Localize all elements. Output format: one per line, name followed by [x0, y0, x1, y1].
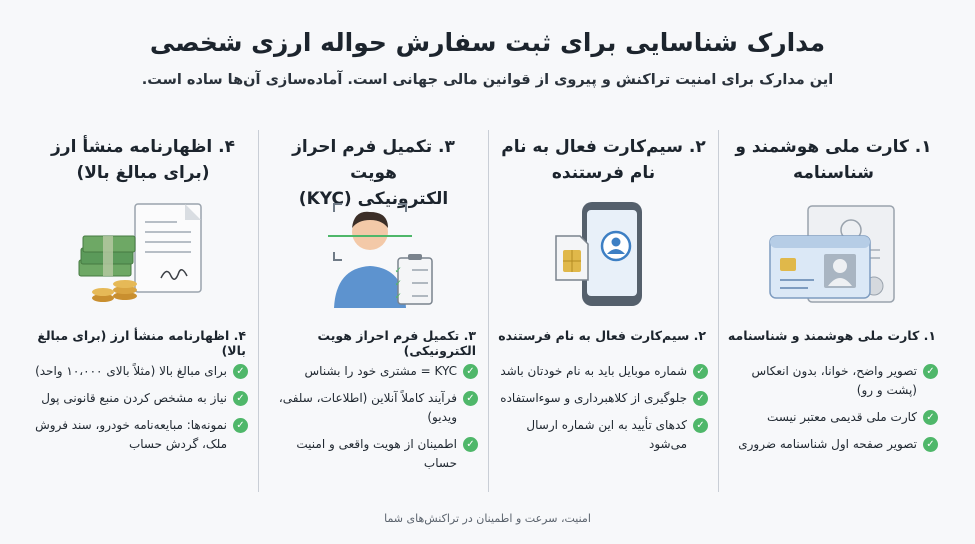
svg-text:✓: ✓ — [393, 279, 402, 289]
list-item: ✓ نمونه‌ها: مبایعه‌نامه خودرو، سند فروش ملک، گردش حساب — [34, 416, 248, 454]
bullet-list — [34, 362, 248, 462]
list-item: ✓ نیاز به مشخص کردن منبع قانونی پول — [34, 389, 248, 408]
column-id-card — [718, 130, 948, 492]
list-item: ✓ کدهای تأیید به این شماره ارسال می‌شود — [495, 416, 708, 454]
page-subtitle: این مدارک برای امنیت تراکنش و پیروی از قوانین مالی جهانی است. آماده‌سازی آن‌ها ساده است. — [141, 72, 834, 88]
bullet-list — [265, 362, 478, 481]
check-icon: ✓ — [693, 391, 708, 406]
bullet-list — [495, 362, 708, 462]
list-item: ✓ جلوگیری از کلاهبرداری و سوءاستفاده — [495, 389, 708, 408]
id-card-icon — [764, 200, 904, 310]
column-currency-origin — [28, 130, 258, 492]
column-subheading: ۳. تکمیل فرم احراز هویت الکترونیکی) — [317, 328, 476, 358]
list-item: ✓ کارت ملی قدیمی معتبر نیست — [725, 408, 938, 427]
list-item: ✓ تصویر واضح، خوانا، بدون انعکاس (پشت و رو) — [725, 362, 938, 400]
list-item: ✓ شماره موبایل باید به نام خودتان باشد — [495, 362, 708, 381]
list-item: ✓ برای مبالغ بالا (مثلاً بالای ۱۰،۰۰۰ واحد) — [34, 362, 248, 381]
list-item: ✓ اطمینان از هویت واقعی و امنیت حساب — [265, 435, 478, 473]
column-subheading: ۱. کارت ملی هوشمند و شناسنامه — [727, 328, 936, 343]
documents-columns — [28, 130, 948, 492]
check-icon: ✓ — [693, 418, 708, 433]
check-icon: ✓ — [923, 437, 938, 452]
check-icon: ✓ — [463, 364, 478, 379]
list-item: ✓ فرآیند کاملاً آنلاین (اطلاعات، سلفی، ویدیو) — [265, 389, 478, 427]
column-heading: ۲. سیم‌کارت فعال به نام نام فرستنده — [501, 137, 706, 183]
svg-text:✓: ✓ — [393, 292, 402, 302]
check-icon: ✓ — [463, 391, 478, 406]
smartphone-sim-icon — [534, 200, 674, 310]
column-heading: ۱. کارت ملی هوشمند و شناسنامه — [735, 137, 932, 183]
column-subheading: ۲. سیم‌کارت فعال به نام فرستنده — [498, 328, 706, 343]
list-item: ✓ KYC = مشتری خود را بشناس — [265, 362, 478, 381]
money-document-icon — [73, 200, 213, 310]
column-subheading: ۴. اظهارنامه منشأ ارز (برای مبالغ بالا) — [37, 328, 246, 358]
column-heading: ۴. اظهارنامه منشأ ارز (برای مبالغ بالا) — [51, 137, 235, 183]
check-icon: ✓ — [923, 410, 938, 425]
check-icon: ✓ — [693, 364, 708, 379]
check-icon: ✓ — [233, 364, 248, 379]
column-kyc — [258, 130, 488, 492]
check-icon: ✓ — [463, 437, 478, 452]
check-icon: ✓ — [233, 418, 248, 433]
check-icon: ✓ — [923, 364, 938, 379]
column-heading: ۳. تکمیل فرم احراز هویت الکترونیکی (KYC) — [292, 137, 455, 209]
footer-tagline: امنیت، سرعت و اطمینان در تراکنش‌های شما — [384, 512, 591, 525]
column-sim-card — [488, 130, 718, 492]
list-item: ✓ تصویر صفحه اول شناسنامه ضروری — [725, 435, 938, 454]
face-scan-checklist-icon — [304, 200, 444, 310]
svg-text:✓: ✓ — [393, 266, 402, 276]
check-icon: ✓ — [233, 391, 248, 406]
page-title: مدارک شناسایی برای ثبت سفارش حواله ارزی شخصی — [149, 28, 826, 57]
bullet-list — [725, 362, 938, 462]
